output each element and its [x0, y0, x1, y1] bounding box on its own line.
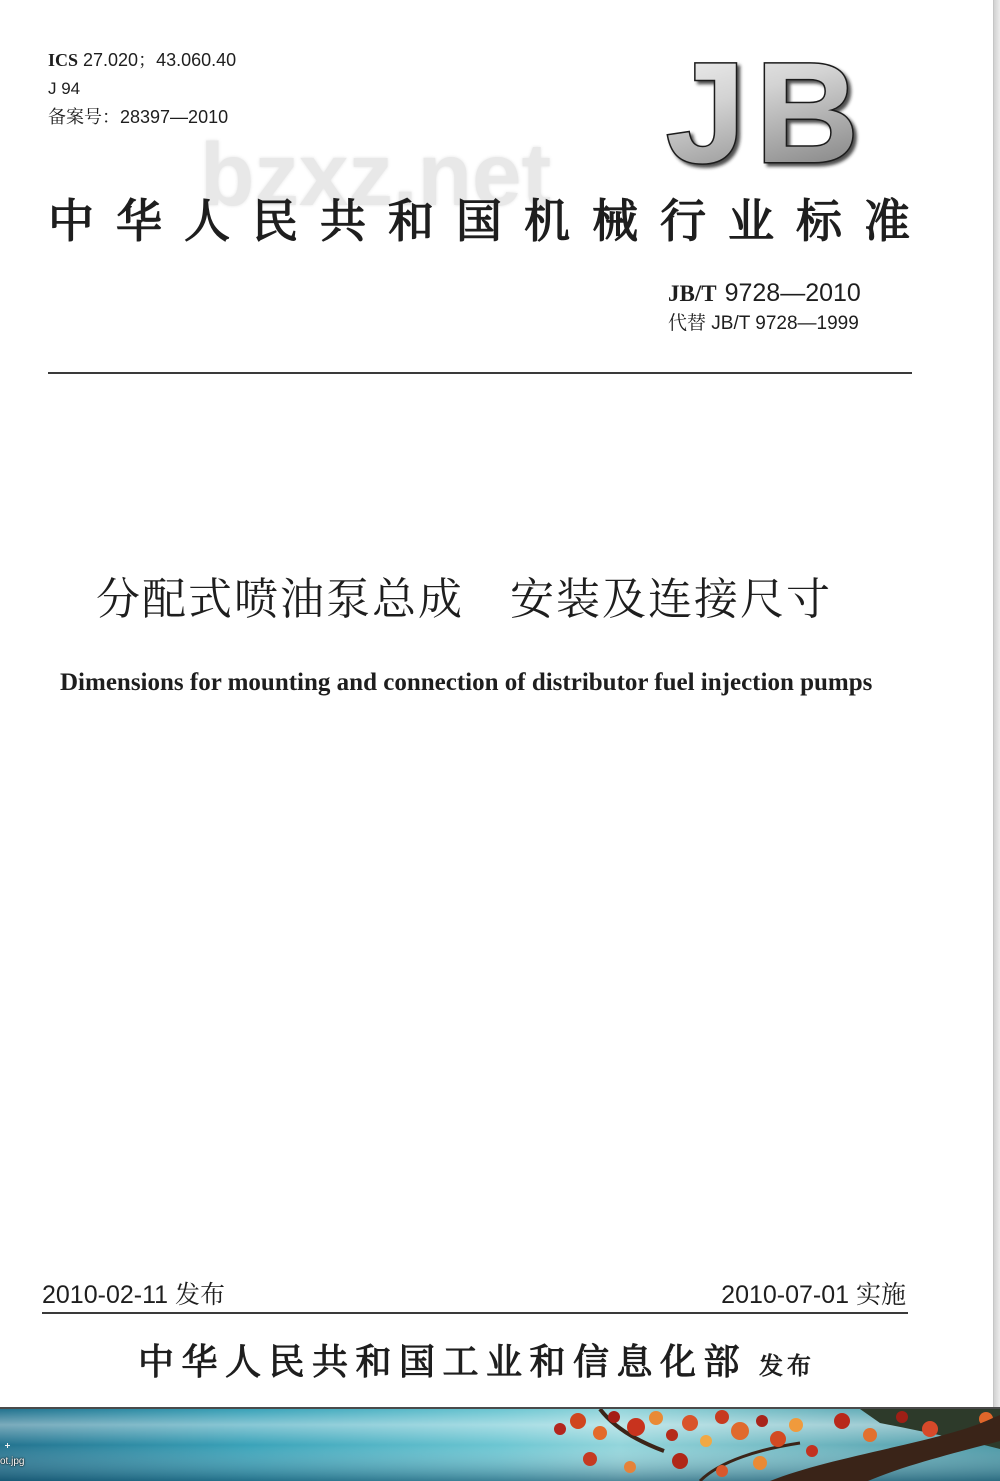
- issuer: [138, 1341, 816, 1382]
- issuer-action: 发布: [759, 1353, 816, 1380]
- logo-lettering: JB: [666, 48, 869, 178]
- image-filename: ot.jpg: [0, 1456, 25, 1467]
- ics-codes: 27.020；43.060.40: [83, 50, 237, 70]
- page-edge: [993, 0, 1000, 1407]
- ccs-code: J 94: [48, 79, 81, 98]
- issuer-name: 中华人民共和国工业和信息化部: [138, 1341, 748, 1382]
- standard-code: [668, 281, 861, 306]
- jb-logo: [656, 48, 876, 178]
- ics-classification: [48, 51, 236, 69]
- ics-label: ICS: [48, 50, 79, 70]
- replaces-standard: 代替 JB/T 9728—1999: [668, 313, 859, 334]
- desktop-wallpaper: [0, 1409, 1000, 1481]
- standard-code-number: 9728—2010: [724, 279, 861, 307]
- issue-date: 2010-02-11 发布: [42, 1281, 225, 1309]
- title-chinese: 分配式喷油泵总成 安装及连接尺寸: [96, 575, 832, 624]
- implementation-date: 2010-07-01 实施: [721, 1281, 906, 1309]
- plus-icon: [5, 1443, 10, 1448]
- footer-divider: [42, 1312, 908, 1314]
- watermark: bzxz.net: [200, 124, 552, 224]
- title-english: Dimensions for mounting and connection of distributor fuel injection pumps: [60, 669, 873, 696]
- standard-category: 中华人民共和国机械行业标准: [48, 195, 932, 247]
- filing-number: 备案号：28397—2010: [48, 107, 229, 127]
- standard-code-prefix: JB/T: [668, 281, 717, 306]
- header-divider: [48, 372, 912, 374]
